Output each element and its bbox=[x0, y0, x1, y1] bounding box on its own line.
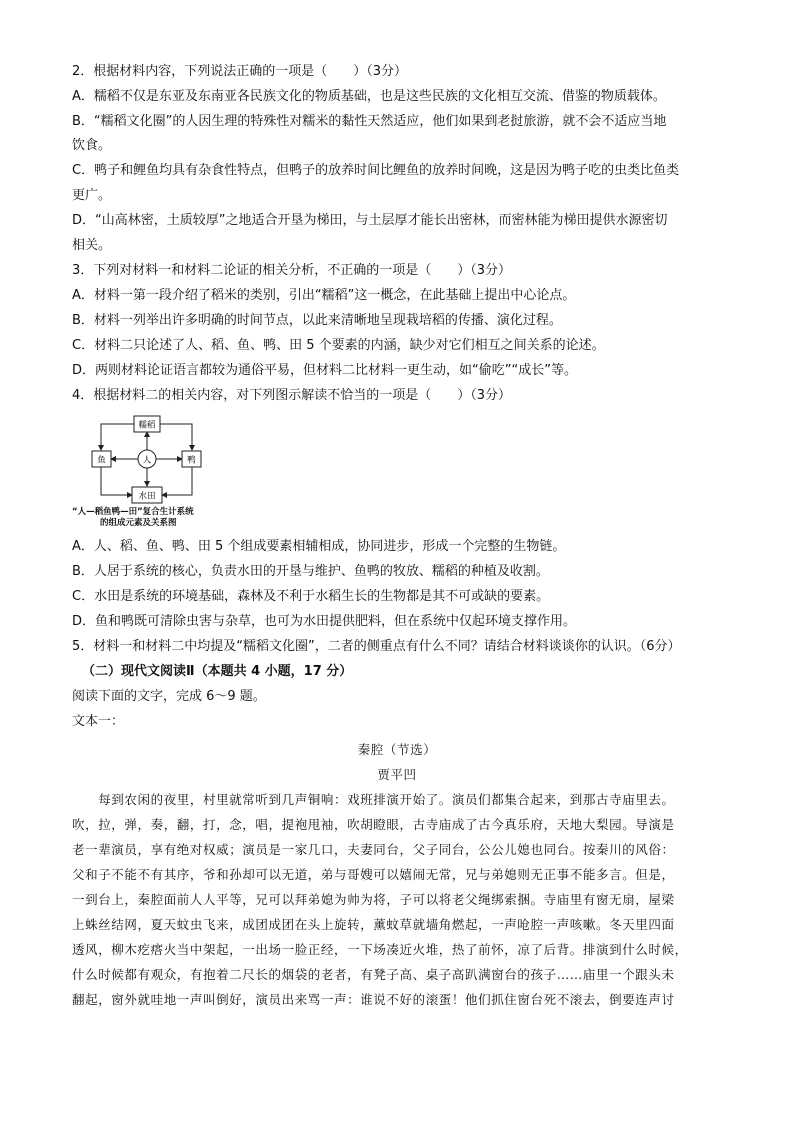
node-human: 人 bbox=[142, 455, 152, 466]
body-line: 父和子不能不有其序，爷和孙却可以无道，弟与哥嫂可以嬉闹无常，兄与弟媳则无正事不能多言。但是， bbox=[72, 867, 675, 882]
q3-option-b: B．材料一列举出许多明确的时间节点，以此来清晰地呈现栽培稻的传播、演化过程。 bbox=[72, 313, 562, 328]
section-title: （二）现代文阅读Ⅱ（本题共 4 小题，17 分） bbox=[82, 664, 353, 679]
q4-option-c: C．水田是系统的环境基础，森林及不利于水稻生长的生物都是其不可或缺的要素。 bbox=[72, 589, 550, 604]
q4-stem: 4．根据材料二的相关内容，对下列图示解读不恰当的一项是（ ）（3分） bbox=[72, 388, 512, 403]
q5-stem: 5．材料一和材料二中均提及“糯稻文化圈”，二者的侧重点有什么不同？请结合材料谈谈你的认识。（6分） bbox=[72, 639, 681, 654]
article-title: 秦腔（节选） bbox=[357, 742, 437, 757]
q2-option-c-line1: C．鸭子和鲤鱼均具有杂食性特点，但鸭子的放养时间比鲤鱼的放养时间晚，这是因为鸭子吃的虫类比鱼类 bbox=[72, 163, 680, 178]
q3-option-d: D．两则材料论证语言都较为通俗平易，但材料二比材料一更生动，如“偷吃”“成长”等。 bbox=[72, 363, 577, 378]
node-rice: 糯稻 bbox=[138, 420, 156, 431]
arrow-rice-to-duck bbox=[160, 424, 192, 450]
body-line: 一到台上，秦腔面前人人平等，兄可以拜弟媳为帅为将，子可以将老父绳绑索捆。寺庙里有窗无扇，屋梁 bbox=[72, 892, 675, 907]
q4-option-d: D．鱼和鸭既可清除虫害与杂草，也可为水田提供肥料，但在系统中仅起环境支撑作用。 bbox=[72, 614, 577, 629]
q2-option-d-line2: 相关。 bbox=[72, 238, 112, 253]
q2-stem: 2．根据材料内容，下列说法正确的一项是（ ）（3分） bbox=[72, 64, 408, 79]
q2-option-c-line2: 更广。 bbox=[72, 188, 112, 203]
body-line: 什么时候都有观众，有抱着二尺长的烟袋的老者，有凳子高、桌子高趴满窗台的孩子……庙里一个跟头未 bbox=[72, 967, 675, 982]
body-line: 每到农闲的夜里，村里就常听到几声铜响：戏班排演开始了。演员们都集合起来，到那古寺庙里去。 bbox=[72, 792, 675, 807]
node-fish: 鱼 bbox=[97, 455, 106, 466]
reading-instruction: 阅读下面的文字，完成 6～9 题。 bbox=[72, 689, 266, 704]
diagram-caption-line2: 的组成元素及关系图 bbox=[100, 518, 177, 528]
body-line: 透风，柳木疙瘩火当中架起，一出场一脸正经，一下场凑近火堆，热了前怀，凉了后背。排演到什么时候， bbox=[72, 942, 688, 957]
diagram-caption-line1: “人—稻鱼鸭—田”复合生计系统 bbox=[72, 507, 194, 517]
q4-option-a: A．人、稻、鱼、鸭、田 5 个组成要素相辅相成，协同进步，形成一个完整的生物链。 bbox=[72, 539, 566, 554]
body-line: 吹，拉，弹，奏，翻，打，念，唱，提袍甩袖，吹胡瞪眼，古寺庙成了古今真乐府，天地大梨园。导演是 bbox=[72, 817, 675, 832]
node-paddy: 水田 bbox=[138, 491, 156, 502]
arrow-fish-to-field bbox=[101, 466, 132, 495]
q4-option-b: B．人居于系统的核心，负责水田的开垦与维护、鱼鸭的牧放、糯稻的种植及收割。 bbox=[72, 564, 549, 579]
q3-option-a: A．材料一第一段介绍了稻米的类别，引出“糯稻”这一概念，在此基础上提出中心论点。 bbox=[72, 288, 576, 303]
q2-option-a: A．糯稻不仅是东亚及东南亚各民族文化的物质基础，也是这些民族的文化相互交流、借鉴的物质载体。 bbox=[72, 89, 666, 104]
arrow-duck-to-field bbox=[162, 466, 192, 495]
arrow-rice-to-fish bbox=[101, 424, 134, 450]
q3-option-c: C．材料二只论述了人、稻、鱼、鸭、田 5 个要素的内涵，缺少对它们相互之间关系的论述。 bbox=[72, 338, 605, 353]
node-duck: 鸭 bbox=[187, 455, 196, 466]
body-line: 上蛛丝结网，夏天蚊虫飞来，成团成团在头上旋转，薰蚊草就墙角燃起，一声呛腔一声咳嗽。冬天里四面 bbox=[72, 917, 675, 932]
body-line: 翻起，窗外就哇地一声叫倒好，演员出来骂一声：谁说不好的滚蛋！他们抓住窗台死不滚去，倒要连声讨 bbox=[72, 992, 675, 1007]
body-line: 老一辈演员，享有绝对权威；演员是一家几口，夫妻同台，父子同台，公公儿媳也同台。按秦川的风俗： bbox=[72, 842, 675, 857]
q2-option-b-line1: B．“糯稻文化圈”的人因生理的特殊性对糯米的黏性天然适应，他们如果到老挝旅游，就不会不适应当地 bbox=[72, 114, 667, 129]
q2-option-b-line2: 饮食。 bbox=[72, 138, 112, 153]
q2-option-d-line1: D．“山高林密，土质较厚”之地适合开垦为梯田，与土层厚才能长出密林，而密林能为梯田提供水源密切 bbox=[72, 213, 668, 228]
text-label: 文本一： bbox=[72, 714, 125, 729]
article-author: 贾平凹 bbox=[377, 767, 417, 782]
q3-stem: 3．下列对材料一和材料二论证的相关分析，不正确的一项是（ ）（3分） bbox=[72, 263, 512, 278]
